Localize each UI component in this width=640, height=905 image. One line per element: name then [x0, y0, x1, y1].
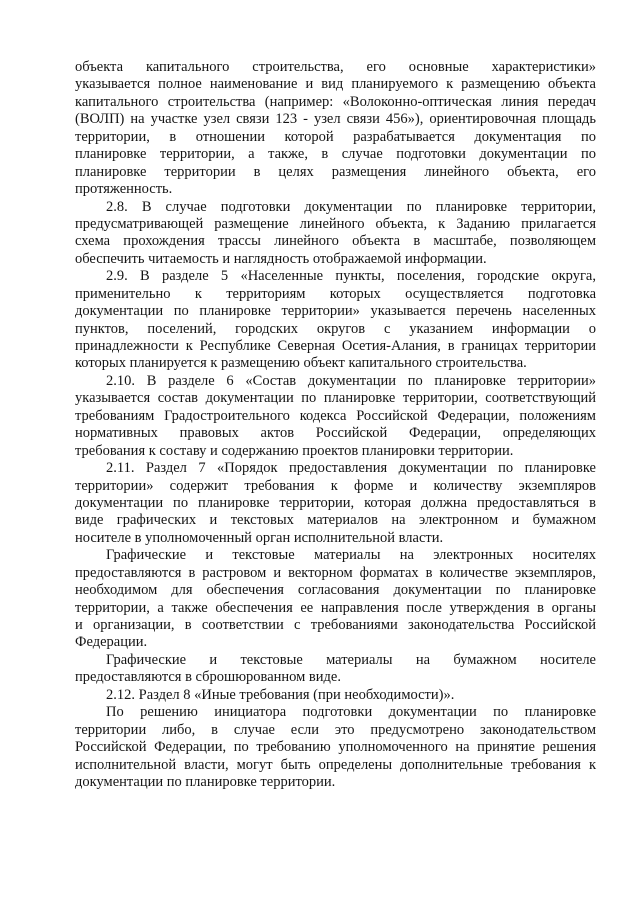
text-line: территории» содержит требования к форме и количеству экземпляров	[75, 477, 596, 494]
text-line: обеспечить читаемость и наглядность отображаемой информации.	[75, 250, 487, 267]
text-line: указывается полное наименование и вид планируемого к размещению объекта	[75, 76, 596, 93]
document-body	[75, 59, 596, 791]
paragraph	[75, 59, 596, 199]
text-line: По решению инициатора подготовки документации по планировке	[106, 704, 596, 721]
text-line: носителе в уполномоченный орган исполнительной власти.	[75, 529, 444, 546]
text-line: предоставляются в сброшюрованном виде.	[75, 669, 341, 686]
text-line: протяженность.	[75, 181, 173, 198]
text-line: (ВОЛП) на участке узел связи 123 - узел связи 456»), ориентировочная площадь	[75, 111, 596, 128]
text-line: 2.11. Раздел 7 «Порядок предоставления документации по планировке	[106, 460, 596, 477]
paragraph	[75, 704, 596, 791]
text-line: Графические и текстовые материалы на электронных носителях	[106, 547, 596, 564]
text-line: которых планируется к размещению объект капитального строительства.	[75, 355, 527, 372]
paragraph	[75, 460, 596, 547]
paragraph	[75, 373, 596, 460]
paragraph	[75, 547, 596, 652]
text-line: Российской Федерации, по требованию уполномоченного на принятие решения	[75, 739, 596, 756]
text-line: виде графических и текстовых материалов на электронном и бумажном	[75, 512, 596, 529]
text-line: 2.9. В разделе 5 «Населенные пункты, поселения, городские округа,	[106, 268, 596, 285]
text-line: требованиям Градостроительного кодекса Российской Федерации, положениям	[75, 407, 596, 424]
text-line: и организации, в соответствии с требованиями законодательства Российской	[75, 617, 596, 633]
text-line: Графические и текстовые материалы на бумажном носителе	[106, 651, 596, 668]
text-line: предусматривающей размещение линейного объекта, к Заданию прилагается	[75, 215, 596, 232]
text-line: 2.8. В случае подготовки документации по планировке территории,	[106, 198, 596, 215]
text-line: планировке территории, а также, в случае подготовки документации по	[75, 146, 596, 163]
text-line: требования к составу и содержанию проектов планировки территории.	[75, 442, 514, 459]
text-line: планировке территории в целях размещения линейного объекта, его	[75, 163, 596, 180]
text-line: нормативных правовых актов Российской Федерации, определяющих	[75, 425, 596, 442]
text-line: схема прохождения трассы линейного объекта в масштабе, позволяющем	[75, 233, 596, 250]
text-line: 2.10. В разделе 6 «Состав документации по планировке территории»	[106, 372, 596, 389]
text-line: предоставляются в растровом и векторном форматах в количестве экземпляров,	[75, 564, 596, 581]
text-line: исполнительной власти, могут быть определены дополнительные требования к	[75, 756, 596, 773]
text-line: территории, в отношении которой разрабатывается документация по	[75, 128, 596, 145]
text-line: капитального строительства (например: «Волоконно-оптическая линия передач	[75, 93, 596, 110]
text-line: применительно к территориям которых осуществляется подготовка	[75, 285, 596, 302]
text-line: документации по планировке территории» указывается перечень населенных	[75, 303, 596, 320]
paragraph	[75, 268, 596, 373]
text-line: Федерации.	[75, 634, 148, 651]
text-line: 2.12. Раздел 8 «Иные требования (при необходимости)».	[106, 686, 455, 703]
text-line: территории либо, в случае если это предусмотрено законодательством	[75, 721, 596, 738]
text-line: территории, а также обеспечения ее направления после утверждения в органы	[75, 599, 596, 616]
text-line: принадлежности к Республике Северная Осетия-Алания, в границах территории	[75, 338, 596, 354]
text-line: пунктов, поселений, городских округов с указанием информации о	[75, 320, 596, 337]
text-line: документации по планировке территории, которая должна предоставляться в	[75, 494, 596, 511]
paragraph	[75, 687, 596, 704]
text-line: объекта капитального строительства, его основные характеристики»	[75, 59, 596, 75]
paragraph	[75, 199, 596, 269]
text-line: указывается состав документации по планировке территории, соответствующий	[75, 390, 596, 407]
paragraph	[75, 652, 596, 687]
text-line: необходимом для обеспечения согласования документации по планировке	[75, 582, 596, 599]
text-line: документации по планировке территории.	[75, 773, 336, 790]
